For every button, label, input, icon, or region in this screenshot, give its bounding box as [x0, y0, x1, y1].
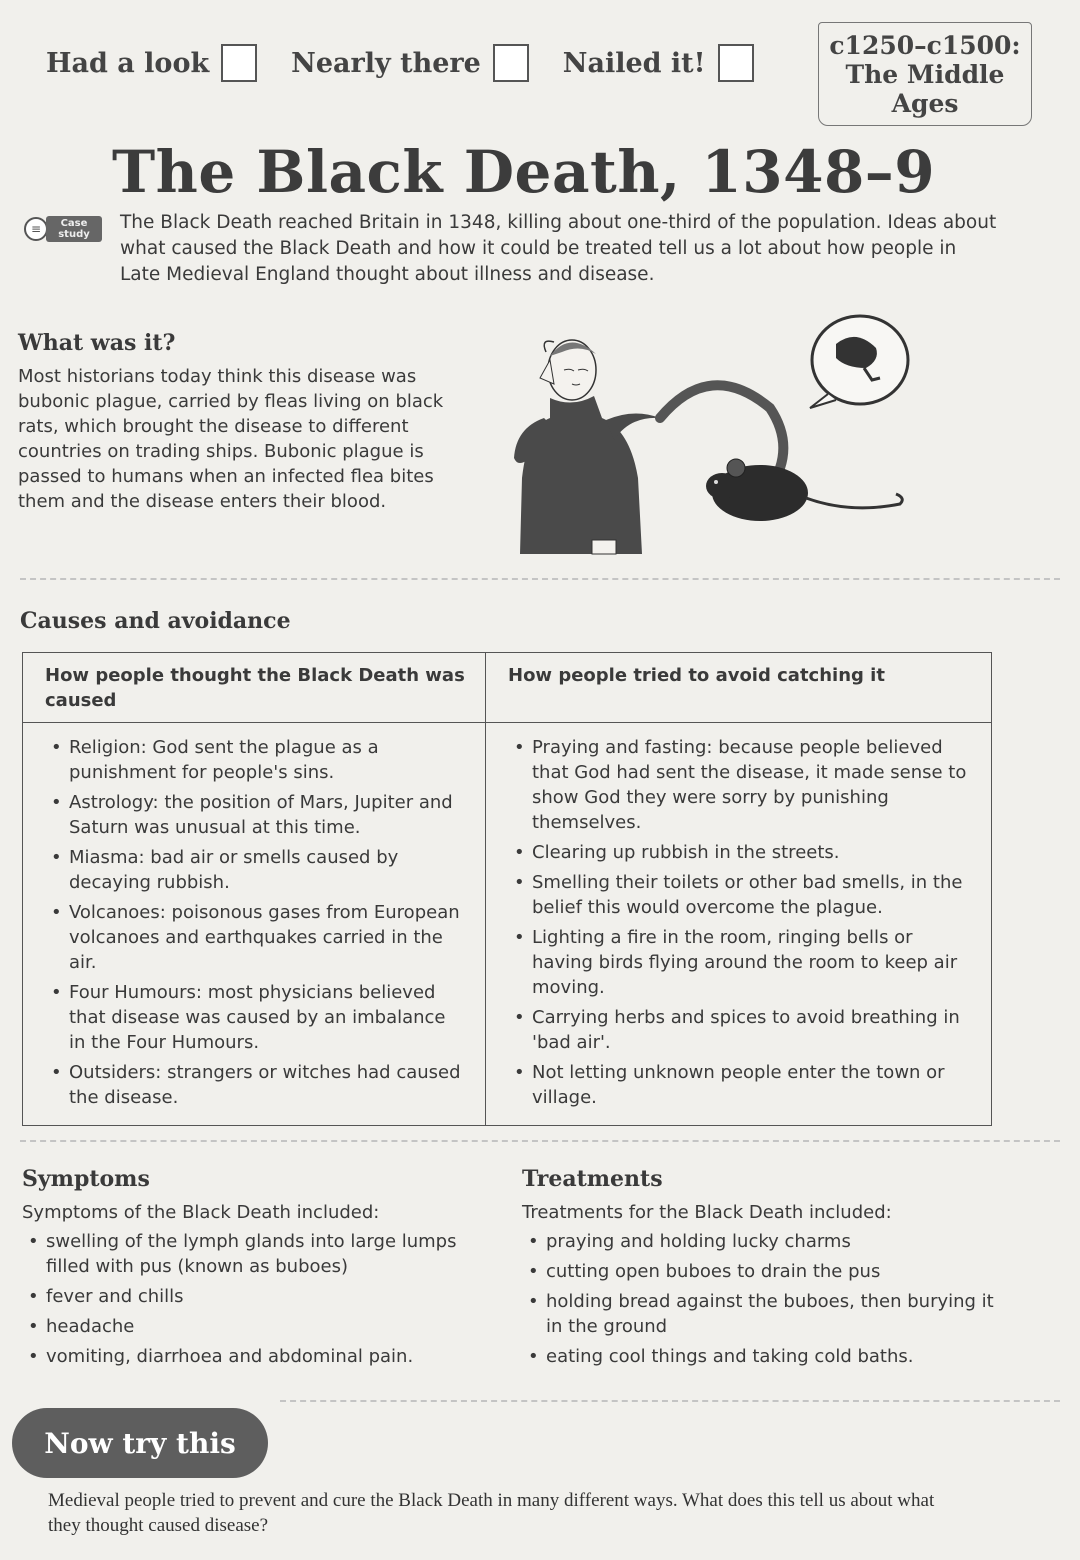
plague-illustration — [510, 308, 920, 558]
causes-cell — [23, 723, 486, 1126]
symptom-item: • fever and chills — [22, 1284, 502, 1309]
nearly-there-checkbox[interactable] — [493, 44, 529, 82]
what-was-it-text: Most historians today think this disease was bubonic plague, carried by fleas living on black rats, which brought the disease to different countries on trading ships. Bubonic plague is passed to humans when an infected flea bites them and the disease enters their blood. — [18, 366, 444, 512]
symptoms-section — [22, 1166, 502, 1374]
sick-woman-figure — [514, 340, 660, 554]
era-line: The Middle — [845, 60, 1005, 89]
section-divider — [280, 1400, 1060, 1402]
treatment-item: • cutting open buboes to drain the pus — [522, 1259, 1002, 1284]
case-study-tag-line: Case — [60, 218, 88, 229]
progress-label: Had a look — [46, 47, 210, 79]
avoidance-item: • Not letting unknown people enter the town or village. — [508, 1060, 971, 1110]
treatment-item: • eating cool things and taking cold baths. — [522, 1344, 1002, 1369]
avoidance-column-header: How people tried to avoid catching it — [486, 653, 992, 723]
avoidance-item: • Clearing up rubbish in the streets. — [508, 840, 971, 865]
what-was-it-heading: What was it? — [18, 330, 176, 356]
avoidance-item: • Praying and fasting: because people believed that God had sent the disease, it made sense to show God they were sorry by punishing themselves. — [508, 735, 971, 835]
now-try-this-banner: Now try this — [12, 1408, 268, 1478]
era-line: Ages — [891, 89, 959, 118]
era-box — [818, 22, 1032, 126]
progress-nailed-it — [563, 44, 754, 82]
era-line: c1250–c1500: — [829, 31, 1021, 60]
section-divider — [20, 1140, 1060, 1142]
causes-table — [22, 652, 992, 1126]
cause-item: • Miasma: bad air or smells caused by decaying rubbish. — [45, 845, 465, 895]
progress-tracker — [46, 44, 786, 82]
treatments-intro: Treatments for the Black Death included: — [522, 1202, 892, 1223]
progress-nearly-there — [291, 44, 529, 82]
symptoms-intro: Symptoms of the Black Death included: — [22, 1202, 380, 1223]
cause-item: • Four Humours: most physicians believed that disease was caused by an imbalance in the Four Humours. — [45, 980, 465, 1055]
page-title: The Black Death, 1348–9 — [112, 138, 936, 206]
treatments-section — [522, 1166, 1002, 1374]
cause-item: • Astrology: the position of Mars, Jupiter and Saturn was unusual at this time. — [45, 790, 465, 840]
cause-item: • Volcanoes: poisonous gases from European volcanoes and earthquakes carried in the air. — [45, 900, 465, 975]
progress-label: Nailed it! — [562, 47, 706, 79]
avoidance-item: • Lighting a fire in the room, ringing bells or having birds flying around the room to keep air moving. — [508, 925, 971, 1000]
had-a-look-checkbox[interactable] — [221, 44, 257, 82]
causes-column-header: How people thought the Black Death was caused — [23, 653, 486, 723]
flea-speech-bubble — [810, 316, 908, 408]
avoidance-item: • Smelling their toilets or other bad smells, in the belief this would overcome the plague. — [508, 870, 971, 920]
case-study-tag-line: study — [58, 229, 90, 240]
intro-paragraph: The Black Death reached Britain in 1348, killing about one-third of the population. Ideas about what caused the Black Death and how it could be treated tell us a lot about how people in Late Medieval England thought about illness and disease. — [120, 212, 997, 285]
treatment-item: • holding bread against the buboes, then burying it in the ground — [522, 1289, 1002, 1339]
cause-item: • Outsiders: strangers or witches had caused the disease. — [45, 1060, 465, 1110]
causes-heading: Causes and avoidance — [20, 608, 291, 634]
treatments-heading: Treatments — [522, 1166, 663, 1192]
avoidance-item: • Carrying herbs and spices to avoid breathing in 'bad air'. — [508, 1005, 971, 1055]
symptom-item: • headache — [22, 1314, 502, 1339]
treatment-item: • praying and holding lucky charms — [522, 1229, 1002, 1254]
section-divider — [20, 578, 1060, 580]
symptom-item: • swelling of the lymph glands into large lumps filled with pus (known as buboes) — [22, 1229, 502, 1279]
nailed-it-checkbox[interactable] — [718, 44, 754, 82]
case-study-badge — [24, 216, 102, 242]
symptom-item: • vomiting, diarrhoea and abdominal pain. — [22, 1344, 502, 1369]
symptoms-heading: Symptoms — [22, 1166, 150, 1192]
now-try-this-question: Medieval people tried to prevent and cure the Black Death in many different ways. What does this tell us about what they thought caused disease? — [48, 1490, 935, 1536]
avoidance-cell — [486, 723, 992, 1126]
progress-label: Nearly there — [291, 47, 481, 79]
cause-item: • Religion: God sent the plague as a punishment for people's sins. — [45, 735, 465, 785]
black-rat-figure — [660, 385, 902, 521]
progress-had-a-look — [46, 44, 257, 82]
case-study-tag — [46, 216, 102, 242]
speech-bubble-icon: ≡ — [24, 217, 48, 241]
